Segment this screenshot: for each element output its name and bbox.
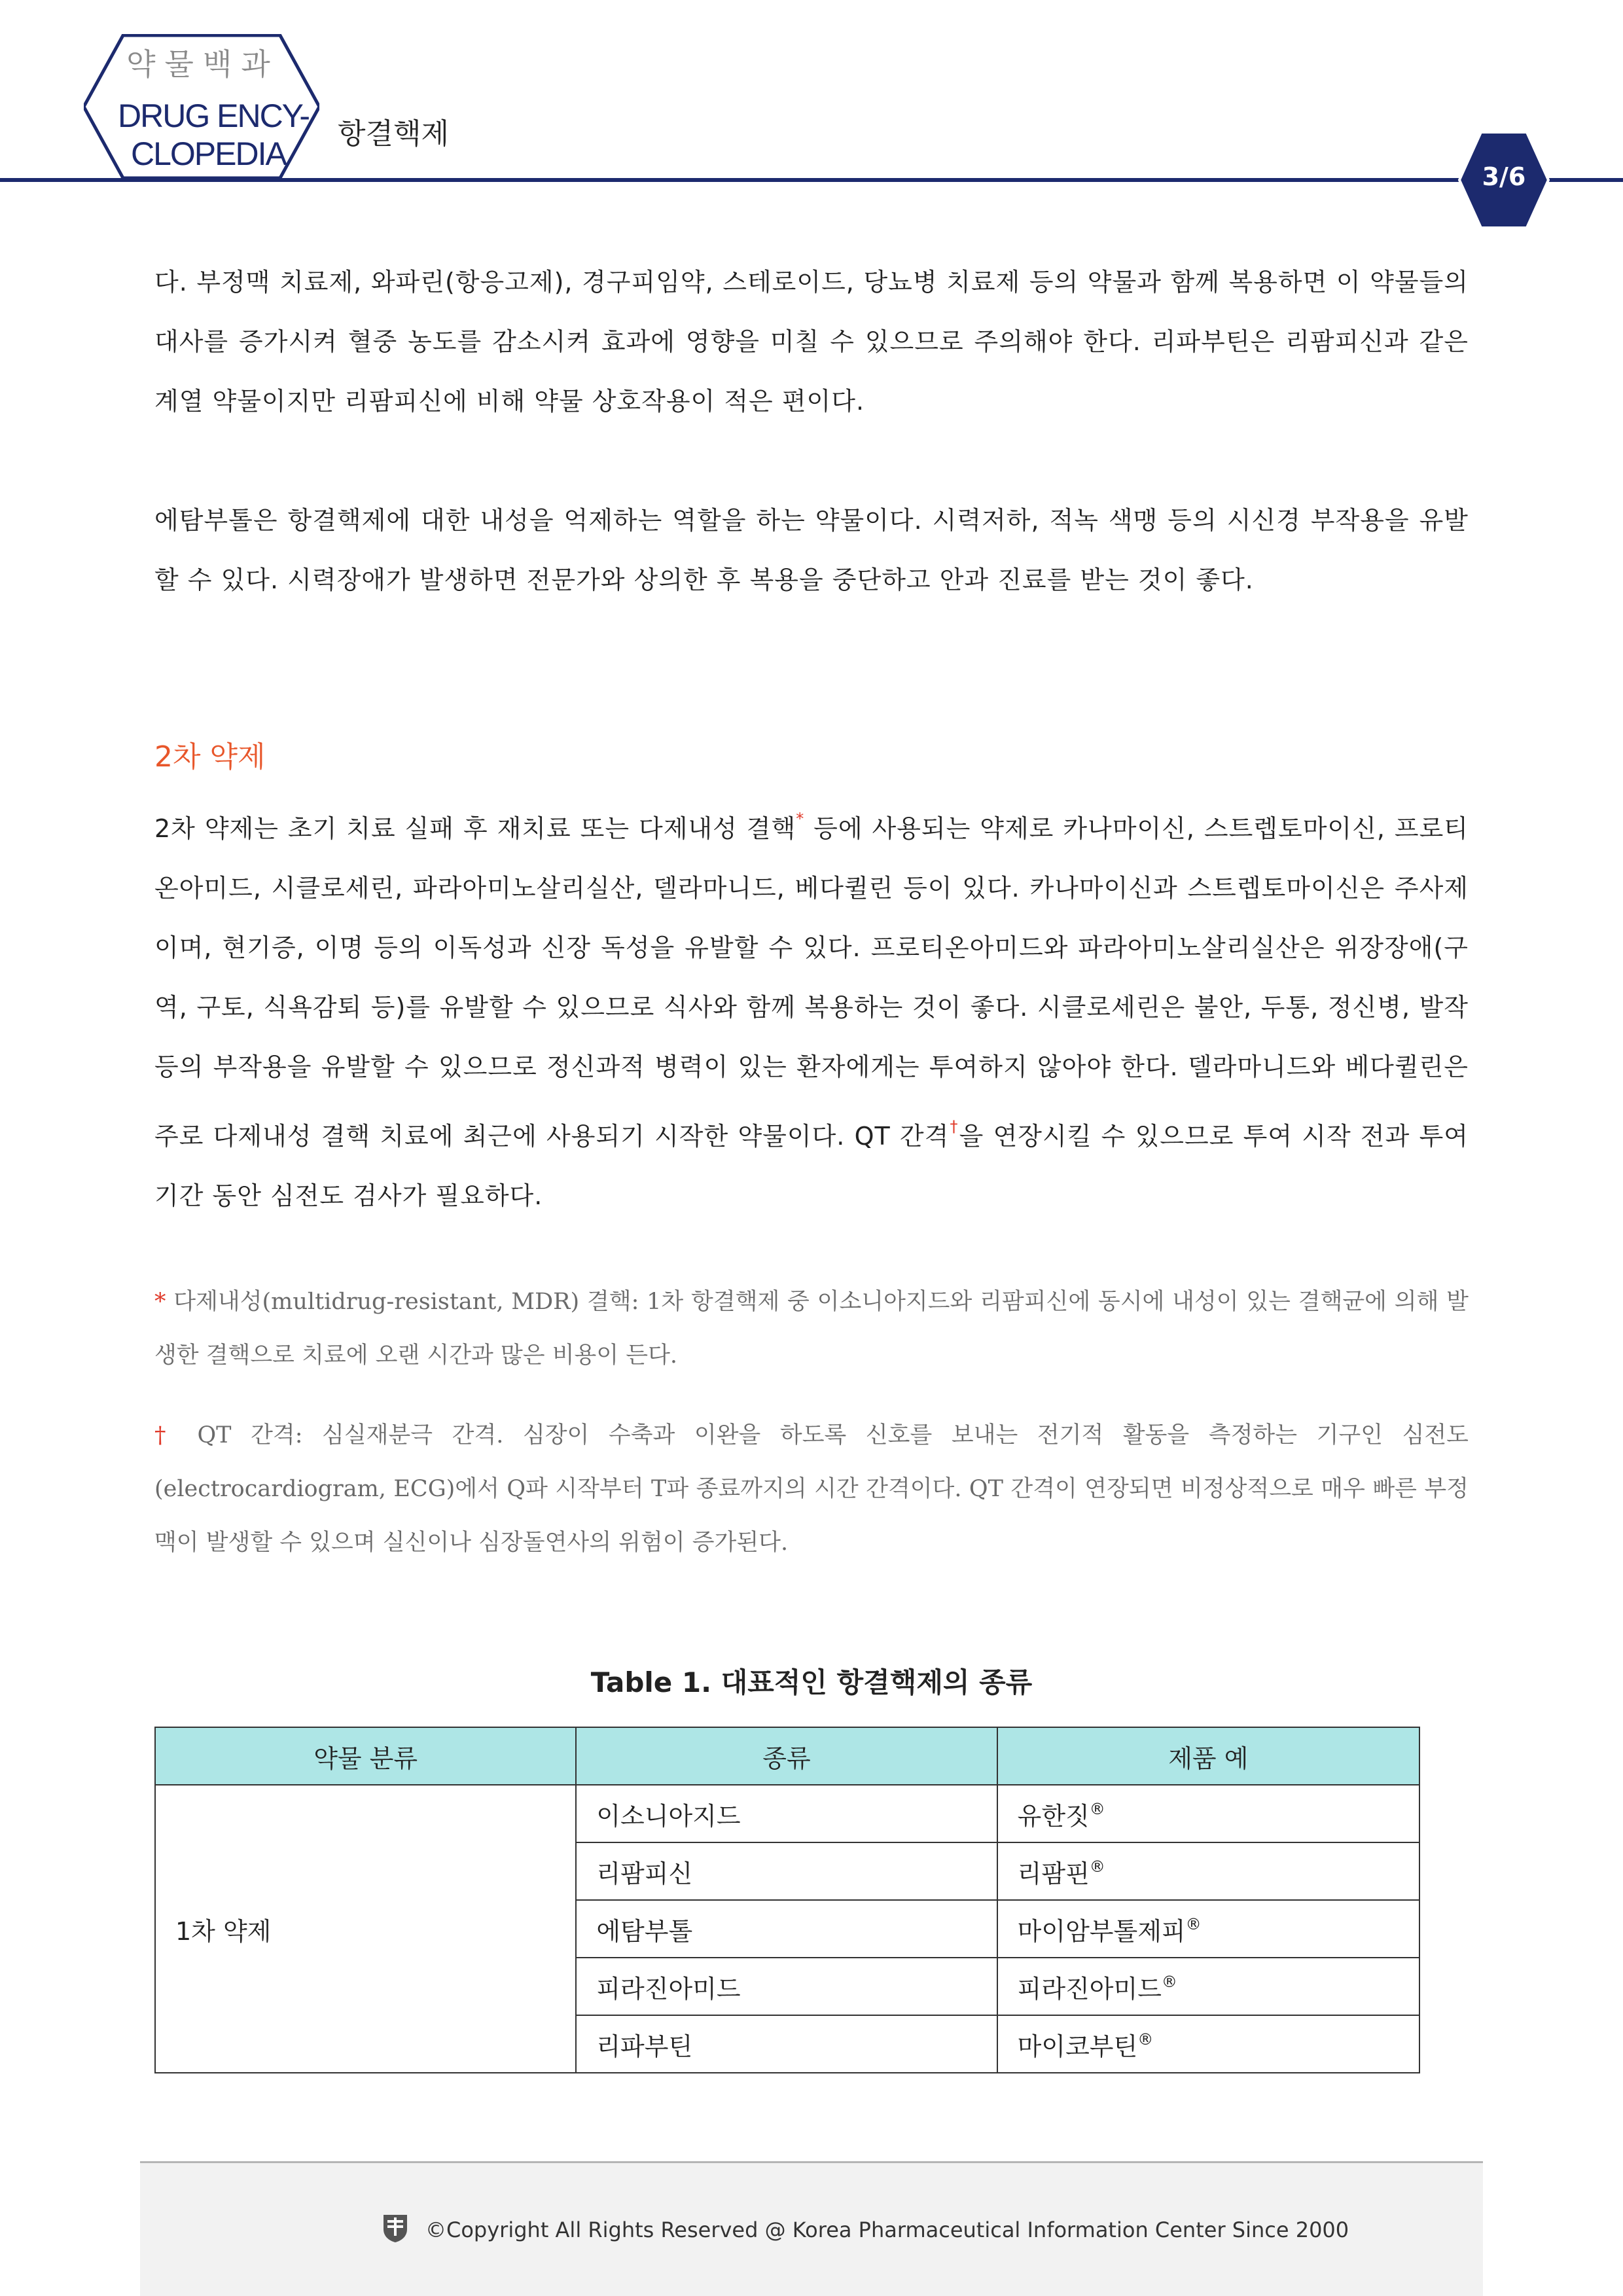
table-kind-cell: 리파부틴 xyxy=(576,2015,997,2073)
table-product-cell xyxy=(997,1900,1419,1958)
table-category-cell: 1차 약제 xyxy=(155,1785,576,2073)
table-kind-cell: 리팜피신 xyxy=(576,1842,997,1900)
registered-mark: ® xyxy=(1161,1972,1177,1991)
table-kind-cell: 이소니아지드 xyxy=(576,1785,997,1842)
registered-mark: ® xyxy=(1089,1799,1105,1818)
logo-english-line1: DRUG ENCY- xyxy=(118,98,310,134)
paragraph-3 xyxy=(154,789,1469,1226)
footnote-1-text: 다제내성(multidrug-resistant, MDR) 결핵: 1차 항결핵제 중 이소니아지드와 리팜피신에 동시에 내성이 있는 결핵균에 의해 발생한 결핵으로 치료에 오랜 시간과 많은 비용이 든다. xyxy=(154,1289,1469,1369)
section-title: 2차 약제 xyxy=(154,740,266,774)
footnote-1-mark: * xyxy=(154,1289,166,1315)
footer-copyright: ©Copyright All Rights Reserved @ Korea Pharmaceutical Information Center Since 2000 xyxy=(425,2217,1349,2242)
table-header-row xyxy=(155,1727,1419,1785)
header-title: 항결핵제 xyxy=(338,117,450,151)
footnote-marker-dagger: † xyxy=(949,1117,959,1136)
footnote-2-text: QT 간격: 심실재분극 간격. 심장이 수축과 이완을 하도록 신호를 보내는 전기적 활동을 측정하는 기구인 심전도(electrocardiogram, ECG)에서 Q파 시작부터 T파 종료까지의 시간 간격이다. QT 간격이 연장되면 비정상적으로 매우 빠른 부정맥이 발생할 수 있으며 실신이나 심장돌연사의 위험이 증가된다. xyxy=(154,1422,1469,1556)
footnote-2 xyxy=(154,1408,1469,1570)
footnote-1 xyxy=(154,1275,1469,1382)
page-number: 3/6 xyxy=(1482,162,1526,191)
table-product-cell xyxy=(997,1958,1419,2015)
table-caption: Table 1. 대표적인 항결핵제의 종류 xyxy=(590,1666,1033,1698)
paragraph-2: 에탐부톨은 항결핵제에 대한 내성을 억제하는 역할을 하는 약물이다. 시력저하, 적녹 색맹 등의 시신경 부작용을 유발할 수 있다. 시력장애가 발생하면 전문가와 상의한 후 복용을 중단하고 안과 진료를 받는 것이 좋다. xyxy=(154,506,1469,594)
table-header-cell: 제품 예 xyxy=(997,1727,1419,1785)
table-kind-cell: 에탐부톨 xyxy=(576,1900,997,1958)
registered-mark: ® xyxy=(1137,2030,1154,2049)
table-kind-cell: 피라진아미드 xyxy=(576,1958,997,2015)
product-name: 마이암부톨제피 xyxy=(1017,1916,1186,1946)
paragraph-3-part-a: 2차 약제는 초기 치료 실패 후 재치료 또는 다제내성 결핵 xyxy=(154,814,796,843)
product-name: 마이코부틴 xyxy=(1017,2032,1138,2061)
table-product-cell xyxy=(997,1842,1419,1900)
table-product-cell xyxy=(997,1785,1419,1842)
footnote-2-mark: † xyxy=(154,1422,178,1448)
drug-table xyxy=(154,1727,1420,2073)
paragraph-3-part-c: 을 연장시킬 수 있으므로 투여 시작 전과 투여기간 동안 심전도 검사가 필요하다. xyxy=(154,1122,1469,1210)
footnote-marker-star: * xyxy=(796,810,805,828)
paragraph-3-part-b: 등에 사용되는 약제로 카나마이신, 스트렙토마이신, 프로티온아미드, 시클로세린, 파라아미노살리실산, 델라마니드, 베다퀼린 등이 있다. 카나마이신과 스트렙토마이신은 주사제이며, 현기증, 이명 등의 이독성과 신장 독성을 유발할 수 있다. 프로티온아미드와 파라아미노살리실산은 위장장애(구역, 구토, 식욕감퇴 등)를 유발할 수 있으므로 식사와 함께 복용하는 것이 좋다. 시클로세린은 불안, 두통, 정신병, 발작 등의 부작용을 유발할 수 있으므로 정신과적 병력이 있는 환자에게는 투여하지 않아야 한다. 델라마니드와 베다퀼린은 주로 다제내성 결핵 치료에 최근에 사용되기 시작한 약물이다. QT 간격 xyxy=(154,814,1469,1151)
product-name: 피라진아미드 xyxy=(1017,1974,1162,2003)
logo-korean-text: 약물백과 xyxy=(126,46,279,82)
table-product-cell xyxy=(997,2015,1419,2073)
registered-mark: ® xyxy=(1185,1914,1202,1933)
product-name: 유한짓 xyxy=(1017,1801,1090,1831)
table-row xyxy=(155,1785,1419,1842)
logo-english-line2: CLOPEDIA xyxy=(131,135,286,172)
kpic-shield-icon xyxy=(382,2214,408,2244)
registered-mark: ® xyxy=(1089,1857,1105,1876)
table-header-cell: 종류 xyxy=(576,1727,997,1785)
paragraph-1: 다. 부정맥 치료제, 와파린(항응고제), 경구피임약, 스테로이드, 당뇨병 치료제 등의 약물과 함께 복용하면 이 약물들의 대사를 증가시켜 혈중 농도를 감소시켜 효과에 영향을 미칠 수 있으므로 주의해야 한다. 리파부틴은 리팜피신과 같은 계열 약물이지만 리팜피신에 비해 약물 상호작용이 적은 편이다. xyxy=(154,268,1469,416)
footer-rule xyxy=(140,2161,1483,2163)
table-header-cell: 약물 분류 xyxy=(155,1727,576,1785)
product-name: 리팜핀 xyxy=(1017,1859,1090,1888)
